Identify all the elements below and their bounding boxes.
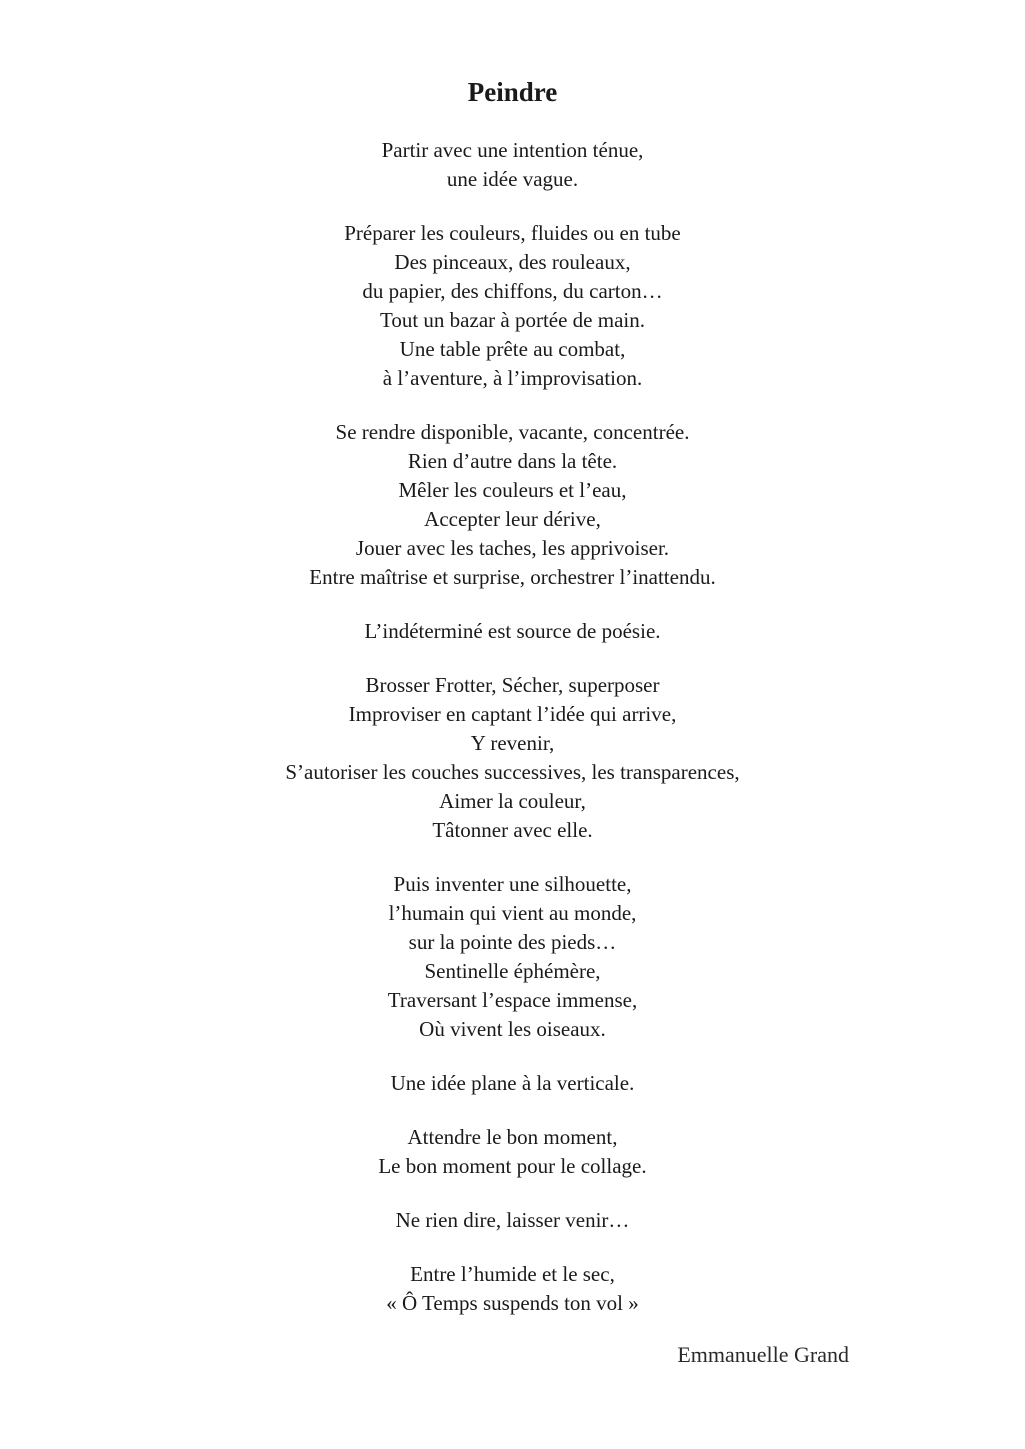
stanza: [0, 1123, 1025, 1181]
poem-line: Improviser en captant l’idée qui arrive,: [348, 702, 677, 726]
stanza: [0, 671, 1025, 845]
poem-line: Préparer les couleurs, fluides ou en tube: [344, 221, 681, 245]
stanza: [0, 870, 1025, 1044]
poem-line: Y revenir,: [470, 731, 555, 755]
poem-line: Tout un bazar à portée de main.: [379, 308, 645, 332]
poem-line: Rien d’autre dans la tête.: [407, 449, 618, 473]
poem-line: Puis inventer une silhouette,: [393, 872, 632, 896]
poem-line: une idée vague.: [446, 167, 579, 191]
stanza: [0, 1260, 1025, 1318]
poem-line: Accepter leur dérive,: [424, 507, 601, 531]
poem-line: Sentinelle éphémère,: [424, 959, 601, 983]
stanza: [0, 1069, 1025, 1098]
poem-line: à l’aventure, à l’improvisation.: [382, 366, 643, 390]
poem-title: Peindre: [467, 77, 558, 107]
poem-line: Jouer avec les taches, les apprivoiser.: [355, 536, 670, 560]
poem-line: L’indéterminé est source de poésie.: [364, 619, 661, 643]
poem-line: Mêler les couleurs et l’eau,: [398, 478, 627, 502]
poem-line: sur la pointe des pieds…: [408, 930, 617, 954]
poem-line: Se rendre disponible, vacante, concentrée.: [335, 420, 690, 444]
stanza: [0, 136, 1025, 194]
poem-line: Entre maîtrise et surprise, orchestrer l’inattendu.: [309, 565, 716, 589]
poem-line: Partir avec une intention ténue,: [381, 138, 644, 162]
poem-line: Ne rien dire, laisser venir…: [395, 1208, 630, 1232]
poem-line: Où vivent les oiseaux.: [419, 1017, 606, 1041]
stanza: [0, 617, 1025, 646]
poem-line: « Ô Temps suspends ton vol »: [386, 1291, 639, 1315]
poem-line: Attendre le bon moment,: [407, 1125, 618, 1149]
stanza: [0, 1206, 1025, 1235]
poem-line: Aimer la couleur,: [439, 789, 586, 813]
poem-line: Le bon moment pour le collage.: [378, 1154, 647, 1178]
poem-line: du papier, des chiffons, du carton…: [362, 279, 663, 303]
poem-line: S’autoriser les couches successives, les transparences,: [285, 760, 740, 784]
poem-body: [0, 136, 1025, 1343]
author-signature: Emmanuelle Grand: [677, 1342, 849, 1367]
poem-line: Brosser Frotter, Sécher, superposer: [365, 673, 660, 697]
stanza: [0, 418, 1025, 592]
poem-line: Traversant l’espace immense,: [387, 988, 638, 1012]
poem-line: l’humain qui vient au monde,: [388, 901, 637, 925]
stanza: [0, 219, 1025, 393]
poem-line: Une table prête au combat,: [399, 337, 626, 361]
poem-line: Une idée plane à la verticale.: [390, 1071, 635, 1095]
poem-line: Entre l’humide et le sec,: [410, 1262, 615, 1286]
poem-line: Des pinceaux, des rouleaux,: [394, 250, 631, 274]
poem-line: Tâtonner avec elle.: [432, 818, 593, 842]
